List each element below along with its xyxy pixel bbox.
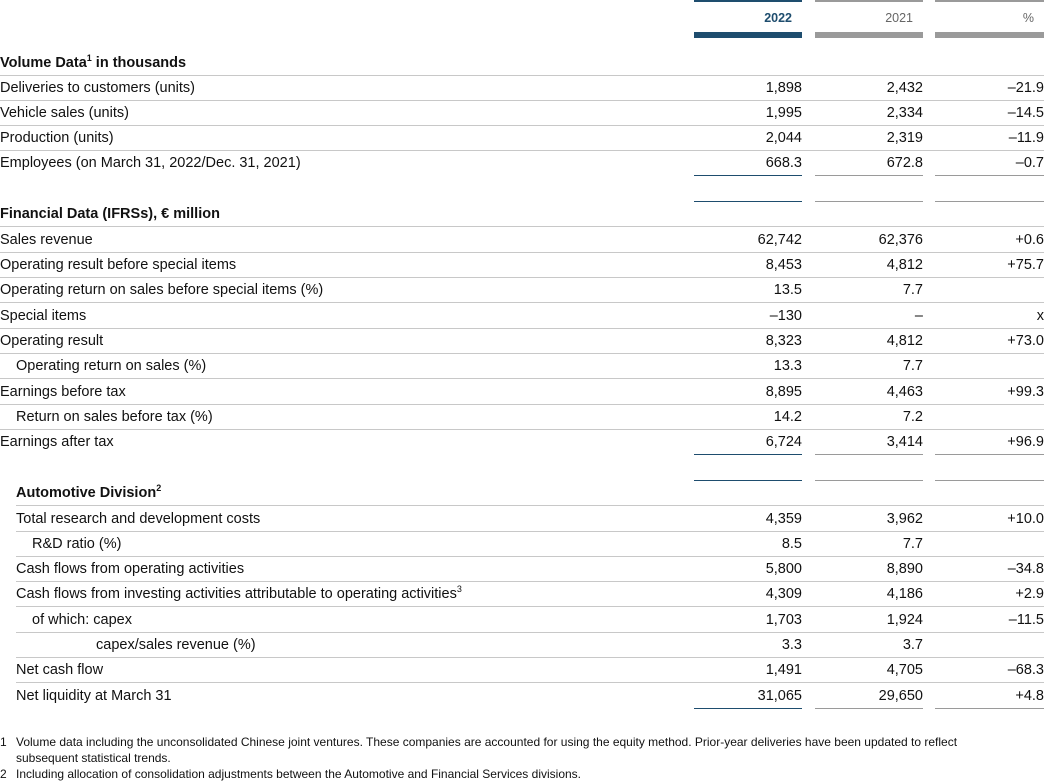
row-label: Cash flows from operating activities	[16, 561, 245, 577]
section-title: Volume Data	[0, 55, 87, 71]
value-2021: 3,962	[886, 511, 923, 527]
table-row	[0, 633, 1044, 658]
footnote-ref: 2	[156, 483, 162, 493]
row-label: Cash flows from investing activities attributable to operating activities	[16, 586, 457, 602]
row-label: Sales revenue	[0, 232, 93, 248]
value-2021: 7.7	[902, 358, 923, 374]
value-2022: 1,703	[765, 612, 802, 628]
table-row	[0, 532, 1044, 557]
value-2021: 4,705	[886, 662, 923, 678]
row-label: of which: capex	[32, 612, 132, 628]
value-2021: 4,812	[886, 333, 923, 349]
table-row	[0, 76, 1044, 101]
value-2021: 7.7	[902, 536, 923, 552]
section-spacer	[0, 456, 1044, 481]
footnote-text: Including allocation of consolidation adjustments between the Automotive and Financial Services divisions.	[16, 767, 581, 781]
value-2021: 7.2	[902, 409, 923, 425]
row-label: Vehicle sales (units)	[0, 105, 129, 121]
row-label: Operating return on sales (%)	[16, 358, 207, 374]
value-percent: –11.9	[1008, 130, 1044, 146]
footnote-ref: 1	[86, 53, 92, 63]
row-label: Earnings before tax	[0, 384, 126, 400]
table-row	[0, 658, 1044, 683]
value-2021: 4,186	[886, 586, 923, 602]
row-label: Net cash flow	[16, 662, 104, 678]
column-label-2021: 2021	[885, 11, 913, 25]
value-2021: 1,924	[886, 612, 923, 628]
table-row	[0, 557, 1044, 582]
value-percent: +4.8	[1015, 688, 1044, 704]
column-header-2022	[694, 0, 802, 44]
table-row	[0, 253, 1044, 278]
value-percent: +96.9	[1007, 434, 1044, 450]
value-percent: –21.9	[1007, 80, 1044, 96]
row-label: Net liquidity at March 31	[16, 688, 172, 704]
value-2022: 2,044	[765, 130, 802, 146]
table-row	[0, 329, 1044, 354]
value-2021: 672.8	[886, 155, 923, 171]
value-2022: 8.5	[781, 536, 802, 552]
value-2021: 2,334	[886, 105, 923, 121]
table-row	[0, 430, 1044, 455]
row-label: Operating result before special items	[0, 257, 237, 273]
value-2022: 8,895	[765, 384, 802, 400]
footnote-number: 2	[0, 767, 7, 781]
value-percent: –68.3	[1007, 662, 1044, 678]
row-label: R&D ratio (%)	[32, 536, 122, 552]
section-title: Automotive Division	[16, 485, 157, 501]
value-percent: +99.3	[1007, 384, 1044, 400]
value-2022: 1,898	[765, 80, 802, 96]
footnote	[0, 766, 1044, 782]
value-2022: 14.2	[773, 409, 802, 425]
value-percent: –14.5	[1007, 105, 1044, 121]
footnote-text: Volume data including the unconsolidated Chinese joint ventures. These companies are accounted for using the equity method. Prior-year deliveries have been updated to reflect subsequent statistical trends.	[16, 735, 958, 765]
section-spacer	[0, 177, 1044, 202]
value-2022: 5,800	[765, 561, 802, 577]
value-2022: 6,724	[765, 434, 802, 450]
value-percent: +0.6	[1015, 232, 1044, 248]
value-2022: 8,453	[765, 257, 802, 273]
value-2022: 1,995	[765, 105, 802, 121]
value-2021: 3,414	[886, 434, 923, 450]
column-header-percent	[935, 0, 1044, 44]
value-2021: 62,376	[878, 232, 923, 248]
table-row	[0, 228, 1044, 253]
table-row	[0, 507, 1044, 532]
value-2022: 62,742	[757, 232, 802, 248]
row-label: Earnings after tax	[0, 434, 114, 450]
value-2022: 3.3	[781, 637, 802, 653]
value-2021: 2,432	[886, 80, 923, 96]
row-label: Operating result	[0, 333, 104, 349]
row-label: Total research and development costs	[16, 511, 261, 527]
column-label-percent: %	[1022, 11, 1034, 25]
value-2022: 1,491	[765, 662, 802, 678]
section-suffix: in thousands	[91, 55, 187, 71]
value-2021: –	[914, 308, 923, 324]
footnote-ref: 3	[456, 584, 462, 594]
row-label: Employees (on March 31, 2022/Dec. 31, 2021)	[0, 155, 301, 171]
value-2022: 8,323	[765, 333, 802, 349]
value-2021: 4,812	[886, 257, 923, 273]
section-heading-automotive	[0, 481, 1044, 506]
table-row	[0, 304, 1044, 329]
column-header-2021	[815, 0, 923, 44]
value-2022: 13.3	[773, 358, 802, 374]
value-percent: +73.0	[1007, 333, 1044, 349]
value-percent: x	[1036, 308, 1044, 324]
row-label: capex/sales revenue (%)	[96, 637, 256, 653]
value-2021: 2,319	[886, 130, 923, 146]
table-row	[0, 684, 1044, 709]
table-row	[0, 126, 1044, 151]
value-2021: 8,890	[886, 561, 923, 577]
row-label: Production (units)	[0, 130, 114, 146]
table-row	[0, 354, 1044, 379]
table-row	[0, 151, 1044, 176]
row-label: Return on sales before tax (%)	[16, 409, 213, 425]
footnote	[0, 734, 1044, 768]
section-title: Financial Data (IFRSs), € million	[0, 206, 220, 222]
table-row	[0, 582, 1044, 607]
table-row	[0, 380, 1044, 405]
value-2021: 29,650	[878, 688, 923, 704]
value-2022: 13.5	[773, 282, 802, 298]
table-row	[0, 278, 1044, 303]
section-heading-financial	[0, 202, 1044, 227]
table-row	[0, 608, 1044, 633]
value-2021: 7.7	[902, 282, 923, 298]
section-heading-volume	[0, 51, 1044, 76]
value-percent: +10.0	[1007, 511, 1044, 527]
value-2022: 31,065	[757, 688, 802, 704]
value-2022: 668.3	[765, 155, 802, 171]
value-2022: –130	[769, 308, 802, 324]
value-percent: –34.8	[1007, 561, 1044, 577]
value-percent: +2.9	[1015, 586, 1044, 602]
column-label-2022: 2022	[764, 11, 792, 25]
value-2022: 4,309	[765, 586, 802, 602]
value-2021: 3.7	[902, 637, 923, 653]
value-2022: 4,359	[765, 511, 802, 527]
row-label: Special items	[0, 308, 87, 324]
row-label: Deliveries to customers (units)	[0, 80, 195, 96]
value-percent: –0.7	[1015, 155, 1044, 171]
row-label: Operating return on sales before special items (%)	[0, 282, 324, 298]
table-row	[0, 101, 1044, 126]
footnote-number: 1	[0, 735, 7, 749]
value-percent: +75.7	[1007, 257, 1044, 273]
value-2021: 4,463	[886, 384, 923, 400]
table-row	[0, 405, 1044, 430]
value-percent: –11.5	[1008, 612, 1044, 628]
